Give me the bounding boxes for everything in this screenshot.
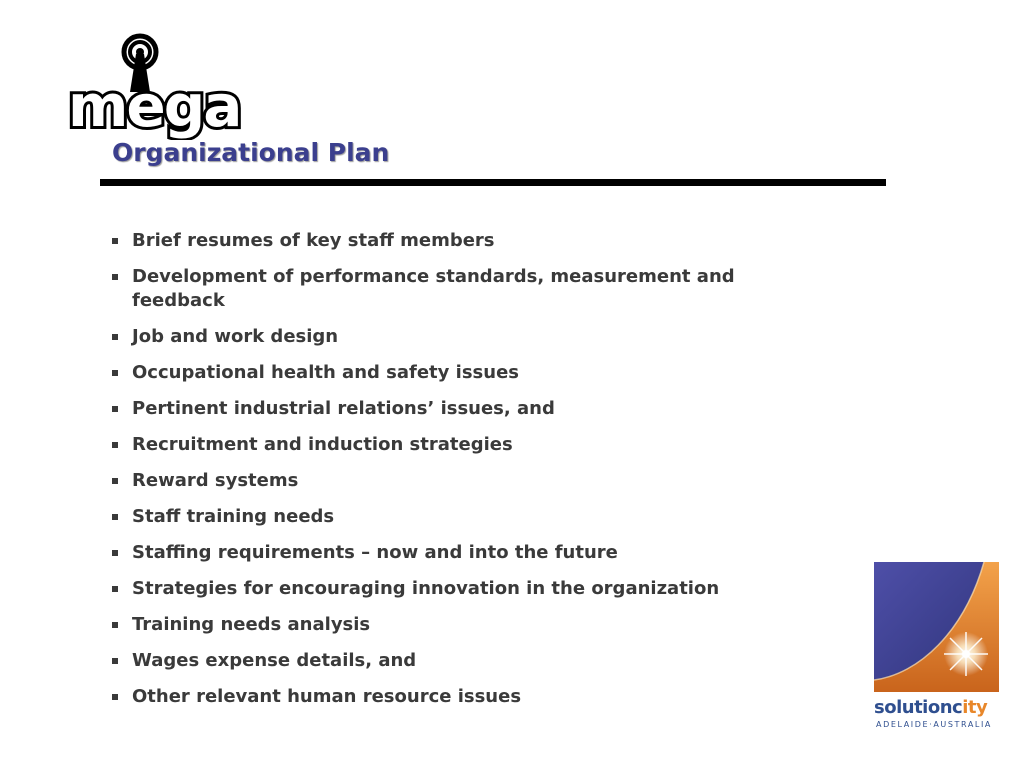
bullet-square-icon xyxy=(112,478,118,484)
list-item: Job and work design xyxy=(110,325,810,349)
bullet-square-icon xyxy=(112,586,118,592)
bullet-square-icon xyxy=(112,694,118,700)
bullet-square-icon xyxy=(112,514,118,520)
solutioncity-logo-graphic xyxy=(874,562,999,692)
bullet-square-icon xyxy=(112,442,118,448)
list-item: Development of performance standards, measurement and feedback xyxy=(110,265,810,313)
list-item: Strategies for encouraging innovation in the organization xyxy=(110,577,810,601)
list-item: Recruitment and induction strategies xyxy=(110,433,810,457)
list-item: Staffing requirements – now and into the future xyxy=(110,541,810,565)
title-divider xyxy=(100,179,886,186)
solutioncity-wordmark: solutioncity xyxy=(874,697,988,718)
bullet-square-icon xyxy=(112,274,118,280)
list-item: Wages expense details, and xyxy=(110,649,810,673)
bullet-square-icon xyxy=(112,406,118,412)
mega-logo-text: mega xyxy=(68,72,241,140)
page-title: Organizational Plan xyxy=(112,138,390,167)
list-item: Reward systems xyxy=(110,469,810,493)
bullet-square-icon xyxy=(112,622,118,628)
list-item: Pertinent industrial relations’ issues, and xyxy=(110,397,810,421)
list-item: Staff training needs xyxy=(110,505,810,529)
bullet-list xyxy=(110,229,810,721)
solutioncity-tagline: ADELAIDE·AUSTRALIA xyxy=(876,720,993,729)
list-item: Training needs analysis xyxy=(110,613,810,637)
list-item: Other relevant human resource issues xyxy=(110,685,810,709)
bullet-square-icon xyxy=(112,550,118,556)
bullet-square-icon xyxy=(112,238,118,244)
bullet-square-icon xyxy=(112,658,118,664)
bullet-square-icon xyxy=(112,370,118,376)
list-item: Brief resumes of key staff members xyxy=(110,229,810,253)
list-item: Occupational health and safety issues xyxy=(110,361,810,385)
bullet-square-icon xyxy=(112,334,118,340)
mega-logo xyxy=(62,30,242,140)
